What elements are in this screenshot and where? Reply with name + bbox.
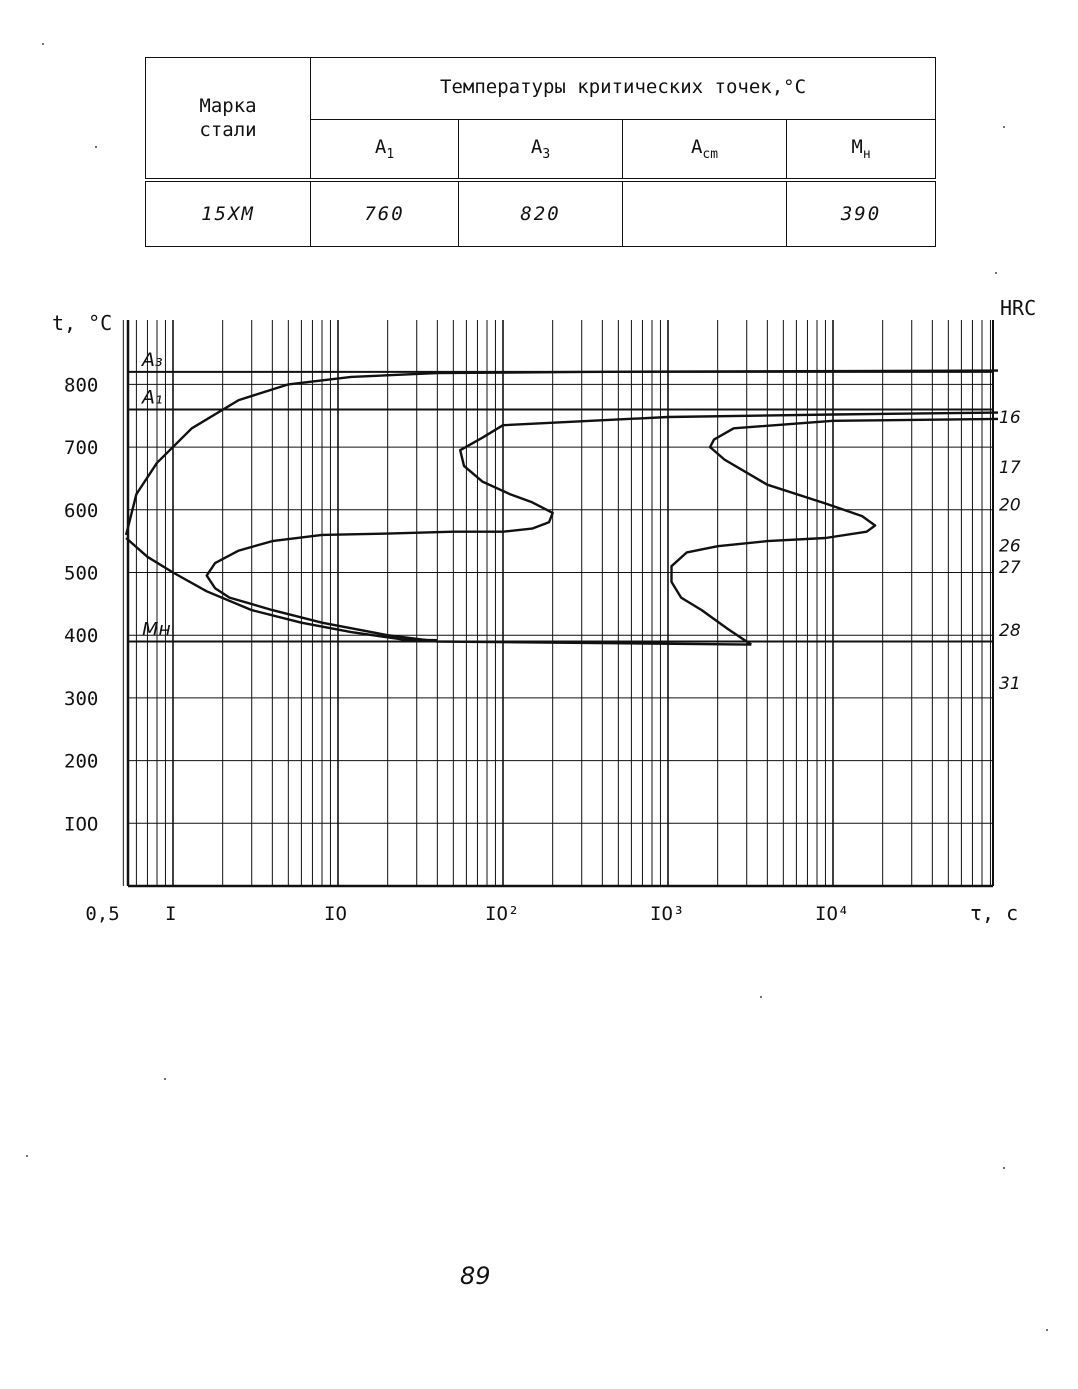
transformation-curves xyxy=(126,371,998,645)
hrc-label: 17 xyxy=(999,457,1021,478)
col-acm: $A_{cm}$ xyxy=(623,120,787,180)
hrc-label: 26 xyxy=(999,536,1021,557)
x-tick-label: I xyxy=(165,903,177,925)
x-tick-label: IO xyxy=(324,903,347,925)
scan-speck xyxy=(42,43,44,45)
scan-speck xyxy=(995,272,997,274)
label-Mn: Mн xyxy=(142,618,171,641)
y-tick-label: 800 xyxy=(64,374,99,397)
hrc-label: 27 xyxy=(999,558,1021,579)
hrc-label: 28 xyxy=(999,620,1021,641)
a3-value: 820 xyxy=(459,180,623,246)
hrc-axis-label: HRC xyxy=(1000,296,1037,320)
x-tick-label: 0,5 xyxy=(85,903,120,925)
acm-value xyxy=(623,180,787,246)
steel-grade-value: 15ХМ xyxy=(146,180,311,246)
a1-value: 760 xyxy=(311,180,459,246)
scan-speck xyxy=(1003,126,1005,128)
col-a3: $A_3$ xyxy=(459,120,623,180)
scan-speck xyxy=(760,996,762,998)
y-tick-label: IOO xyxy=(64,813,99,836)
scan-speck xyxy=(1003,1167,1005,1169)
label-A3: A₃ xyxy=(142,348,163,371)
x-tick-label: IO⁴ xyxy=(815,903,850,925)
hrc-label: 31 xyxy=(999,674,1021,695)
scan-speck xyxy=(26,1155,28,1157)
x-tick-label: IO³ xyxy=(650,903,685,925)
critical-points-table xyxy=(145,57,936,247)
hrc-label: 16 xyxy=(999,407,1021,428)
critical-lines xyxy=(128,372,993,642)
scan-speck xyxy=(164,1078,166,1080)
x-tick-label: IO² xyxy=(485,903,520,925)
hrc-label: 20 xyxy=(999,495,1021,516)
y-tick-label: 500 xyxy=(64,562,99,585)
y-tick-label: 600 xyxy=(64,499,99,522)
steel-grade-header: Марка стали xyxy=(146,58,311,181)
chart-grid xyxy=(123,320,993,886)
y-axis-label: t, °С xyxy=(52,311,113,335)
label-A1: A₁ xyxy=(142,386,163,409)
ttt-diagram xyxy=(0,270,1078,950)
y-tick-label: 200 xyxy=(64,750,99,773)
mn-value: 390 xyxy=(787,180,936,246)
page-number: 89 xyxy=(460,1262,491,1290)
y-tick-label: 300 xyxy=(64,687,99,710)
col-a1: $A_1$ xyxy=(311,120,459,180)
curve-4 xyxy=(672,419,999,645)
y-tick-label: 700 xyxy=(64,437,99,460)
y-tick-label: 400 xyxy=(64,625,99,648)
col-mn: $M_н$ xyxy=(787,120,936,180)
critical-temperatures-header: Температуры критических точек,°С xyxy=(311,58,936,120)
scan-speck xyxy=(95,146,97,148)
scan-speck xyxy=(1046,1329,1048,1331)
x-axis-label: τ, с xyxy=(970,901,1019,925)
chart-labels xyxy=(52,296,1036,925)
